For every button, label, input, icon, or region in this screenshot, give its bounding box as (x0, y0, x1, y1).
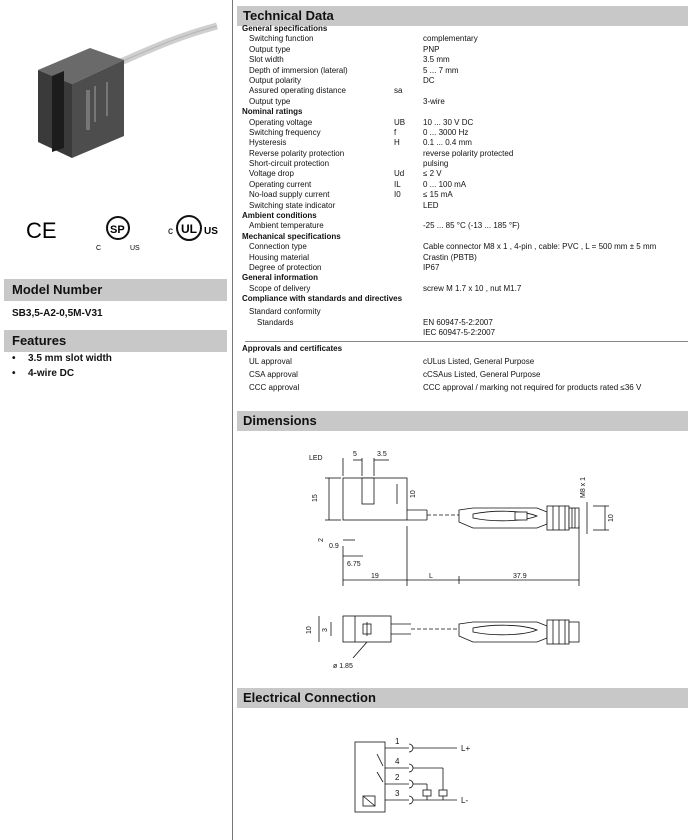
spec-row: Connection type Cable connector M8 x 1 , 4-pin , cable: PVC , L = 500 mm ± 5 mm (249, 242, 657, 252)
csa-mark-icon (96, 217, 140, 252)
dim-label: ø 1.85 (333, 663, 353, 670)
spec-row: Reverse polarity protection reverse polarity protected (249, 148, 514, 158)
spec-row: Short-circuit protection pulsing (249, 159, 449, 169)
ul-mark-icon (168, 216, 218, 240)
dim-label: 10 (306, 626, 313, 634)
dim-label: 10 (410, 490, 417, 498)
spec-row: Switching state indicator LED (249, 200, 439, 210)
svg-text:UL: UL (181, 222, 197, 236)
features-heading: Features (4, 330, 227, 352)
spec-row: Degree of protection IP67 (249, 262, 440, 272)
features-list (12, 353, 112, 383)
dim-label: M8 x 1 (580, 476, 587, 498)
dim-label: 37.9 (513, 573, 527, 580)
group-title: General specifications (242, 24, 328, 33)
spec-row: Output type 3-wire (249, 96, 445, 106)
model-number-value: SB3,5-A2-0,5M-V31 (12, 308, 103, 319)
spec-row: CSA approval cCSAus Listed, General Purpose (249, 370, 541, 380)
spec-row: CCC approval CCC approval / marking not required for products rated ≤36 V (249, 383, 642, 393)
technical-data-heading: Technical Data (237, 6, 688, 26)
supply-minus-label: L- (461, 796, 469, 805)
spec-row: Operating current IL 0 ... 100 mA (249, 179, 467, 189)
dim-label: 19 (371, 573, 379, 580)
dim-label: 5 (353, 451, 357, 458)
pin-label: 3 (395, 789, 400, 798)
dim-label: 0.9 (329, 543, 339, 550)
group-title: Ambient conditions (242, 211, 317, 221)
feature-item: • 4-wire DC (12, 368, 75, 379)
spec-row: No-load supply current I0 ≤ 15 mA (249, 190, 453, 200)
spec-row: Depth of immersion (lateral) 5 ... 7 mm (249, 65, 459, 75)
group-title: Nominal ratings (242, 107, 303, 117)
spec-row: Ambient temperature -25 ... 85 °C (-13 ... 185 °F) (249, 221, 520, 231)
spec-row: Housing material Crastin (PBTB) (249, 252, 477, 262)
pin-label: 1 (395, 737, 400, 746)
dim-label: 3 (322, 628, 329, 632)
pin-label: 2 (395, 773, 400, 782)
spec-row: Hysteresis H 0.1 ... 0.4 mm (249, 138, 472, 148)
spec-row: Operating voltage UB 10 ... 30 V DC (249, 117, 474, 127)
dim-label: 15 (312, 494, 319, 502)
product-photo (12, 8, 222, 183)
spec-row: UL approval cULus Listed, General Purpose (249, 357, 535, 367)
group-title: Mechanical specifications (242, 231, 341, 241)
technical-data-table (237, 24, 688, 394)
supply-plus-label: L+ (461, 744, 471, 753)
group-title: Approvals and certificates (242, 344, 343, 354)
spec-row: Slot width 3.5 mm (249, 55, 450, 65)
spec-row: Assured operating distance sa (249, 86, 403, 96)
dim-label: 6.75 (347, 561, 361, 568)
dimensions-drawing (237, 436, 688, 680)
ce-mark-icon (26, 218, 57, 243)
svg-text:CE: CE (26, 218, 57, 243)
left-column (0, 0, 228, 840)
dimensions-heading: Dimensions (237, 411, 688, 431)
model-number-heading: Model Number (4, 279, 227, 301)
dim-label: L (429, 573, 433, 580)
spec-row: Switching frequency f 0 ... 3000 Hz (249, 127, 469, 137)
svg-text:US: US (130, 245, 140, 252)
spec-row: IEC 60947-5-2:2007 (423, 327, 496, 337)
group-title: General information (242, 273, 319, 283)
spec-row: Output type PNP (249, 44, 440, 54)
electrical-connection-heading: Electrical Connection (237, 688, 688, 708)
spec-row: Scope of delivery screw M 1.7 x 10 , nut M1.7 (249, 283, 522, 293)
spec-row: Output polarity DC (249, 75, 435, 85)
pin-label: 4 (395, 757, 400, 766)
spec-row: Standard conformity (249, 306, 321, 316)
svg-text:US: US (204, 226, 218, 237)
spec-row: Voltage drop Ud ≤ 2 V (249, 169, 442, 179)
svg-text:c: c (168, 226, 173, 237)
group-title: Compliance with standards and directives (242, 294, 403, 304)
dim-label: 3.5 (377, 451, 387, 458)
feature-item: • 3.5 mm slot width (12, 353, 112, 364)
column-divider (232, 0, 233, 840)
wiring-diagram (337, 732, 497, 816)
svg-text:SP: SP (110, 224, 125, 236)
dim-label-led: LED (309, 455, 323, 462)
certification-logos (24, 208, 224, 252)
spec-row: Switching function complementary (249, 34, 478, 44)
right-column (237, 0, 688, 840)
spec-row: Standards EN 60947-5-2:2007 (257, 317, 493, 327)
dim-label: 10 (608, 514, 615, 522)
dim-label: 2 (318, 538, 325, 542)
svg-text:C: C (96, 245, 102, 252)
